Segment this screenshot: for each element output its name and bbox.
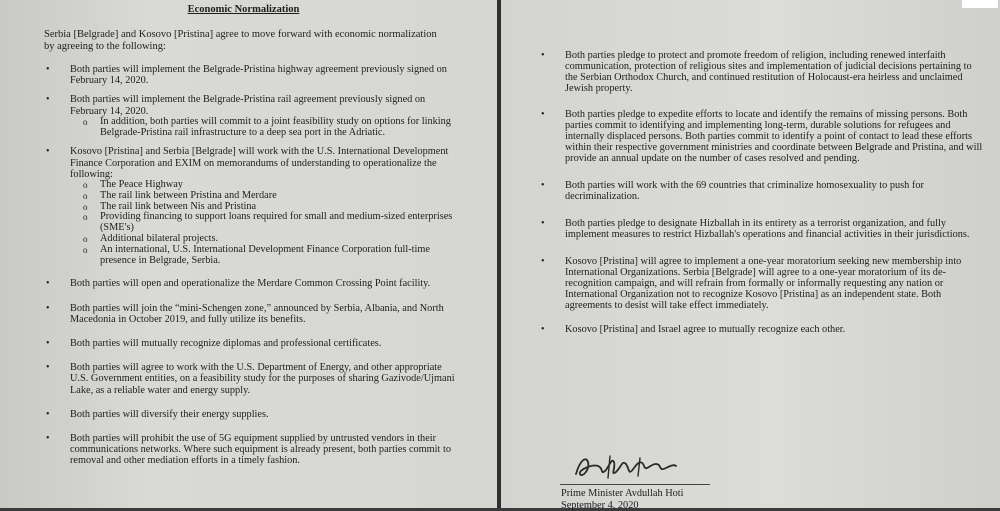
bullet-icon: • [46,362,50,374]
list-item [44,94,462,138]
document-title: Economic Normalization [187,4,300,15]
left-bullet-list [44,64,483,467]
list-item [44,303,462,325]
hollow-circle-icon: o [83,190,88,201]
bullet-icon: • [46,94,50,106]
list-item-text: Kosovo [Pristina] will agree to implement a one-year moratorium seeking new membership into International Organizations. Serbia [Belgrade] will agree to a one-year moratorium of its de-recognition campaign, and will refrain from formally or informally requesting any nation or International Organization not to recognize Kosovo [Pristina] as an independent state. Both agreements to desist will take effect immediately. [565,256,962,311]
right-page [501,0,1000,508]
bullet-icon: • [541,218,545,229]
list-item [44,338,462,349]
list-item-text: Both parties will work with the 69 countries that criminalize homosexuality to push for decriminalization. [565,180,924,202]
list-item-text: Both parties will implement the Belgrade-Pristina highway agreement previously signed on February 14, 2020. [70,64,447,87]
bullet-icon: • [46,64,50,75]
list-item [44,433,462,467]
list-item [44,409,462,420]
hollow-circle-icon: o [83,201,88,212]
sub-list-item-text: The rail link between Nis and Pristina [100,200,257,212]
sub-list-item-text: An international, U.S. International Development Finance Corporation full-time presence in Belgrade, Serbia. [100,243,430,266]
bullet-icon: • [46,278,50,290]
bullet-icon: • [541,50,545,61]
list-item-text: Both parties will diversify their energy supplies. [70,408,269,420]
list-item-text: Both parties pledge to expedite efforts to locate and identify the remains of missing persons. Both parties commit to identifying and implementing long-term, durable solutions for refugees and internally displaced persons. Both parties commit to identify a point of contact to lead these efforts within their respective government ministries and coordinate between Belgrade and Pristina, and will provide an annual update on the number of cases resolved and pending. [565,109,983,164]
hollow-circle-icon: o [83,180,88,191]
signature-block [560,455,760,511]
list-item [539,324,983,335]
sub-list [70,117,462,139]
sub-list-item [70,117,462,139]
bullet-icon: • [541,256,545,267]
sub-list-item-text: Providing financing to support loans required for small and medium-sized enterprises (SME's) [100,211,453,234]
bullet-icon: • [46,146,50,158]
list-item [44,278,462,289]
right-bullet-list [539,50,983,335]
bullet-icon: • [46,302,50,314]
signature-date: September 4, 2020 [561,500,639,511]
sub-list-item-text: Additional bilateral projects. [100,233,219,244]
sub-list-item-text: The Peace Highway [100,179,183,191]
sub-list-item-text: The rail link between Pristina and Merdare [100,189,277,201]
bullet-icon: • [541,324,545,335]
hollow-circle-icon: o [83,244,88,255]
left-page [0,0,497,508]
list-item-text: Both parties will mutually recognize diplomas and professional certificates. [70,338,382,349]
corner-badge [962,0,998,8]
list-item-text: Kosovo [Pristina] and Serbia [Belgrade] will work with the U.S. International Development Finance Corporation and EXIM on memorandums of understanding to operationalize the following: [70,146,449,180]
list-item-text: Both parties pledge to designate Hizballah in its entirety as a terrorist organization, and fully implement measures to restrict Hizballah's operations and financial activities in their jurisdictions. [565,218,970,240]
list-item [539,109,983,164]
list-item [539,218,983,240]
bullet-icon: • [46,433,50,445]
list-item-text: Both parties will implement the Belgrade-Pristina rail agreement previously signed on February 14, 2020. [70,94,426,117]
list-item [539,50,983,94]
handwritten-signature-icon [570,452,680,484]
list-item [44,146,462,266]
bullet-icon: • [541,180,545,191]
intro-paragraph: Serbia [Belgrade] and Kosovo [Pristina] agree to move forward with economic normalization by agreeing to the following: [44,29,437,52]
bullet-icon: • [46,408,50,420]
list-item-text: Kosovo [Pristina] and Israel agree to mutually recognize each other. [565,324,846,335]
sub-list-item [70,212,462,234]
list-item-text: Both parties will open and operationalize the Merdare Common Crossing Point facility. [70,278,431,290]
hollow-circle-icon: o [83,234,88,244]
list-item-text: Both parties will agree to work with the U.S. Department of Energy, and other appropriate U.S. Government entities, on a feasibility study for the purposes of sharing Gazivode/Ujmani Lake, as a reliable water and energy supply. [70,362,455,396]
sub-list-item-text: In addition, both parties will commit to a joint feasibility study on options for linking Belgrade-Pristina rail infrastructure to a deep sea port in the Adriatic. [100,115,451,138]
list-item [539,256,983,311]
list-item [44,362,462,396]
signatory-name: Prime Minister Avdullah Hoti [561,488,684,499]
list-item-text: Both parties pledge to protect and promote freedom of religion, including renewed interfaith communication, protection of religious sites and implementation of judicial decisions pertaining to the Serbian Orthodox Church, and continued restitution of Holocaust-era heirless and unclaimed Jewish property. [565,50,972,94]
hollow-circle-icon: o [83,116,88,127]
list-item [539,180,983,202]
list-item-text: Both parties will prohibit the use of 5G equipment supplied by untrusted vendors in their communications networks. Where such equipment is already present, both parties commit to removal and other mediation efforts in a timely fashion. [70,433,451,467]
signature-line [560,484,710,485]
sub-list-item [70,245,462,267]
hollow-circle-icon: o [83,212,88,223]
list-item-text: Both parties will join the “mini-Schengen zone,” announced by Serbia, Albania, and North Macedonia in October 2019, and fully utilize its benefits. [70,302,444,325]
bullet-icon: • [541,109,545,120]
list-item [44,64,462,86]
sub-list [70,180,462,266]
bullet-icon: • [46,338,50,349]
